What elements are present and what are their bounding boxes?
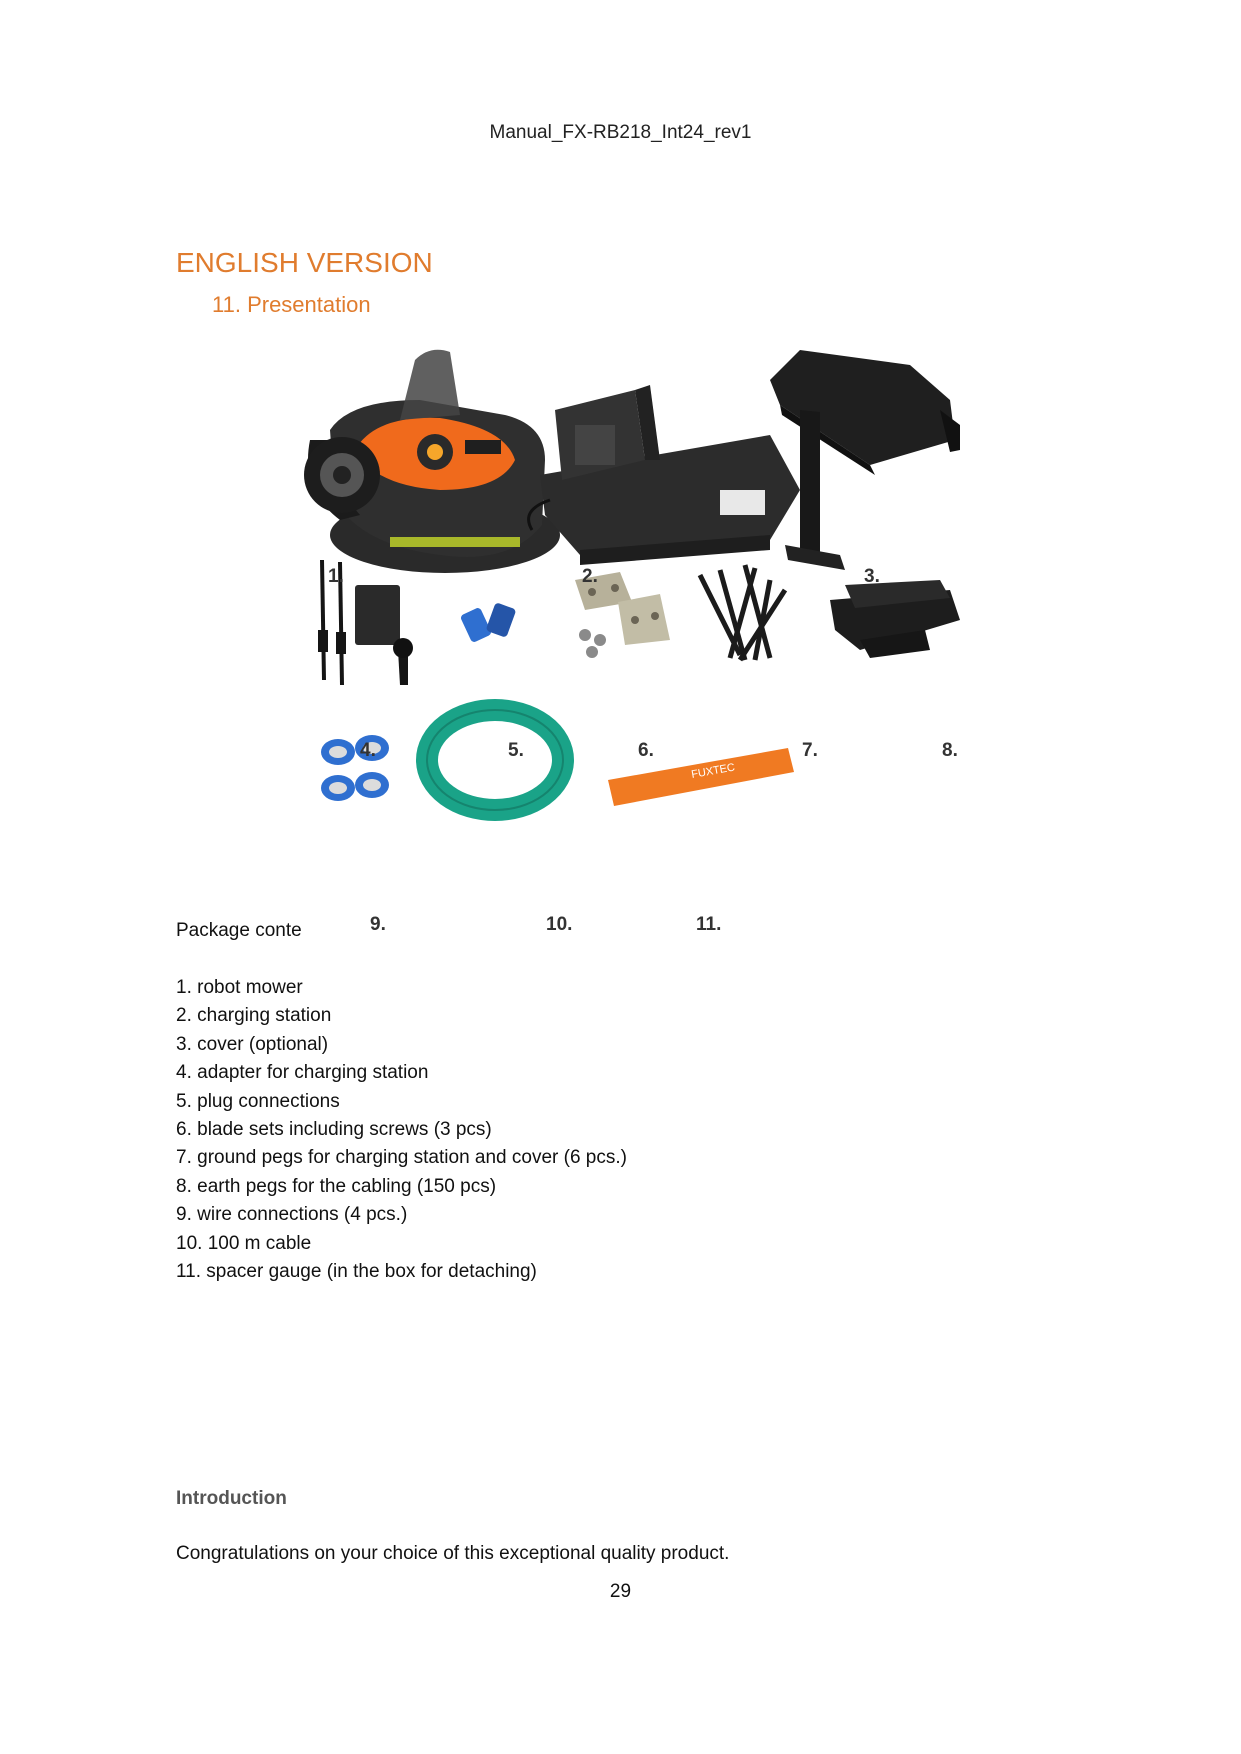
figure-label-10: 10. — [546, 914, 573, 935]
figure-label-2: 2. — [582, 566, 598, 587]
figure-label-3: 3. — [864, 566, 880, 587]
introduction-text: Congratulations on your choice of this exceptional quality product. — [176, 1543, 730, 1564]
cable-coil-image — [427, 710, 563, 810]
list-item: 2. charging station — [176, 1005, 332, 1027]
list-item: 8. earth pegs for the cabling (150 pcs) — [176, 1175, 497, 1197]
list-item: 1. robot mower — [176, 977, 303, 998]
package-contents-list — [176, 974, 627, 1286]
list-item: 11. spacer gauge (in the box for detaching) — [176, 1261, 537, 1283]
figure-label-8: 8. — [942, 740, 958, 761]
plug-connections-image — [460, 602, 517, 643]
section-subtitle: 11. Presentation — [212, 292, 371, 317]
robot-mower-image — [304, 350, 560, 573]
figure-label-9: 9. — [370, 914, 386, 935]
ground-pegs-image — [700, 565, 785, 660]
earth-pegs-image — [830, 580, 960, 658]
figure-label-7: 7. — [802, 740, 818, 761]
list-item: 10. 100 m cable — [176, 1232, 312, 1254]
package-contents-figure — [300, 340, 1080, 960]
list-item: 7. ground pegs for charging station and cover (6 pcs.) — [176, 1147, 627, 1169]
section-title: ENGLISH VERSION — [176, 247, 433, 278]
list-item: 6. blade sets including screws (3 pcs) — [176, 1119, 492, 1141]
page-number: 29 — [609, 1581, 632, 1602]
wire-connections-image — [321, 735, 389, 801]
charging-station-image — [529, 385, 800, 565]
list-item: 4. adapter for charging station — [176, 1062, 429, 1084]
spacer-gauge-brand: FUXTEC — [690, 761, 736, 781]
spacer-gauge-image — [608, 748, 794, 806]
figure-label-5: 5. — [508, 740, 524, 761]
cover-image — [770, 350, 960, 570]
list-item: 9. wire connections (4 pcs.) — [176, 1204, 408, 1226]
figure-label-11: 11. — [696, 914, 722, 935]
package-contents-label: Package conte — [176, 920, 302, 941]
package-contents-illustration — [300, 340, 1080, 960]
figure-label-4: 4. — [360, 740, 376, 761]
list-item: 5. plug connections — [176, 1090, 340, 1112]
document-header: Manual_FX-RB218_Int24_rev1 — [489, 122, 752, 143]
figure-label-6: 6. — [638, 740, 654, 761]
introduction-heading: Introduction — [176, 1488, 287, 1509]
list-item: 3. cover (optional) — [176, 1033, 329, 1055]
figure-label-1: 1. — [328, 566, 344, 587]
